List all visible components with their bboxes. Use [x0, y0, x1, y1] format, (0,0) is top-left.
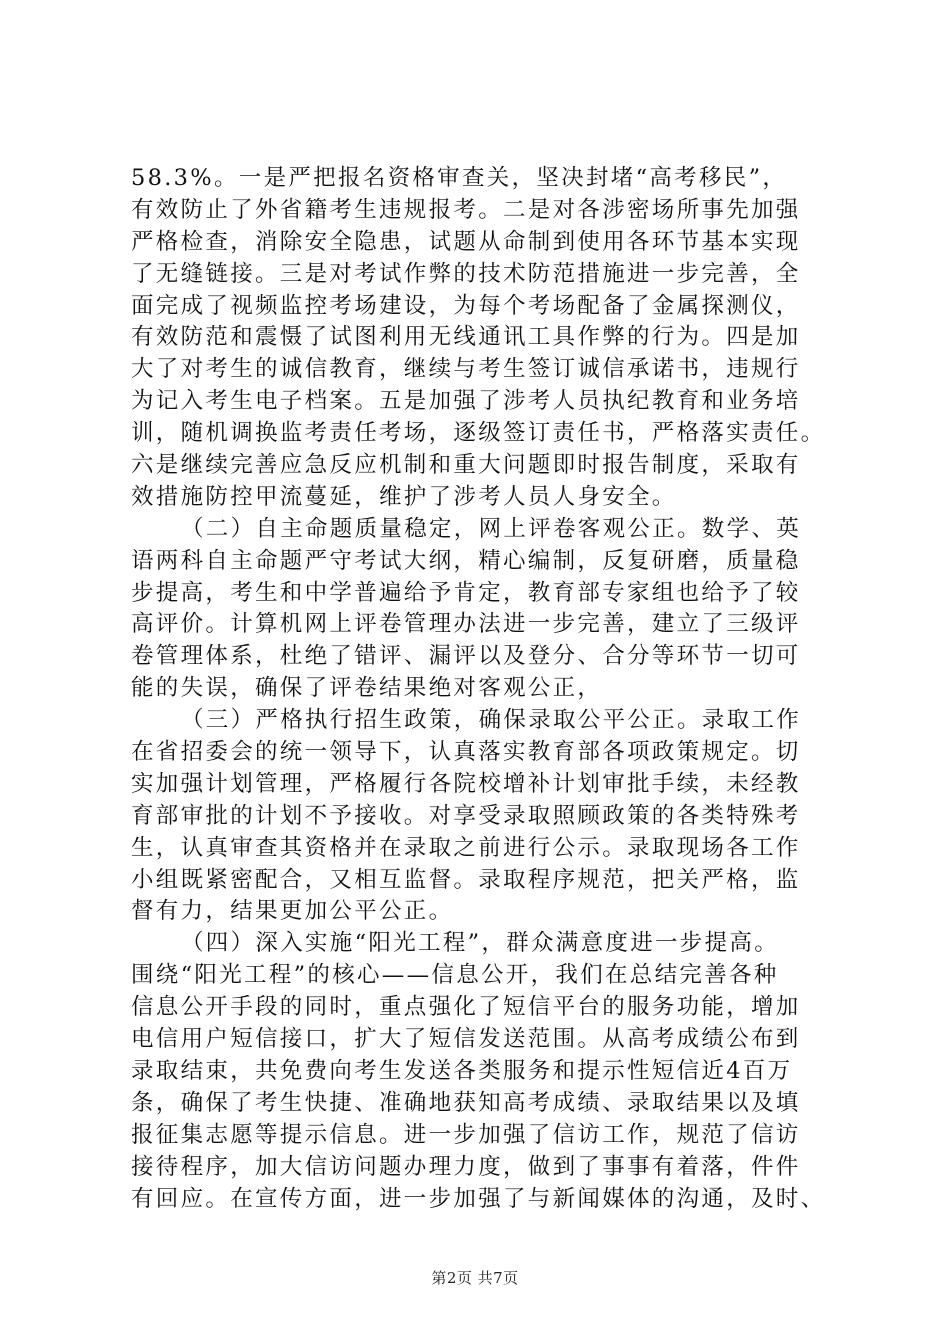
text-line: 严格检查，消除安全隐患，试题从命制到使用各环节基本实现: [131, 228, 801, 255]
text-line: 步提高，考生和中学普遍给予肯定，教育部专家组也给予了较: [131, 579, 801, 606]
text-line: 围绕“阳光工程”的核心——信息公开，我们在总结完善各种: [131, 962, 779, 989]
text-line: 小组既紧密配合，又相互监督。录取程序规范，把关严格，监: [131, 866, 801, 893]
text-line: 电信用户短信接口，扩大了短信发送范围。从高考成绩公布到: [131, 1026, 801, 1053]
text-line: 在省招委会的统一领导下，认真落实教育部各项政策规定。切: [131, 739, 801, 766]
text-line: 为记入考生电子档案。五是加强了涉考人员执纪教育和业务培: [131, 388, 801, 415]
text-line: 有效防止了外省籍考生违规报考。二是对各涉密场所事先加强: [131, 196, 801, 223]
text-line: 能的失误，确保了评卷结果绝对客观公正，: [131, 675, 603, 702]
text-line: 大了对考生的诚信教育，继续与考生签订诚信承诺书，违规行: [131, 356, 801, 383]
text-line: 语两科自主命题严守考试大纲，精心编制，反复研磨，质量稳: [131, 547, 801, 574]
text-line: 接待程序，加大信访问题办理力度，做到了事事有着落，件件: [131, 1153, 801, 1180]
text-line: 卷管理体系，杜绝了错评、漏评以及登分、合分等环节一切可: [131, 643, 801, 670]
text-line: 报征集志愿等提示信息。进一步加强了信访工作，规范了信访: [131, 1121, 801, 1148]
section-heading-3: （三）严格执行招生政策，确保录取公平公正。录取工作: [181, 707, 802, 734]
text-line: 训，随机调换监考责任考场，逐级签订责任书，严格落实责任。: [131, 420, 826, 447]
text-line: 58.3%。一是严把报名资格审查关，坚决封堵“高考移民”，: [131, 165, 788, 191]
text-line: 六是继续完善应急反应机制和重大问题即时报告制度，采取有: [131, 452, 801, 479]
text-line: 生，认真审查其资格并在录取之前进行公示。录取现场各工作: [131, 834, 801, 861]
text-line: 条，确保了考生快捷、准确地获知高考成绩、录取结果以及填: [131, 1089, 801, 1116]
text-line: 实加强计划管理，严格履行各院校增补计划审批手续，未经教: [131, 770, 801, 797]
text-line: 面完成了视频监控考场建设，为每个考场配备了金属探测仪，: [131, 292, 801, 319]
text-line: 督有力，结果更加公平公正。: [131, 898, 454, 925]
text-line: 了无缝链接。三是对考试作弊的技术防范措施进一步完善，全: [131, 260, 801, 287]
section-heading-4: （四）深入实施“阳光工程”，群众满意度进一步提高。: [181, 930, 780, 957]
section-heading-2: （二）自主命题质量稳定，网上评卷客观公正。数学、英: [181, 515, 802, 542]
page-number-footer: 第2页 共7页: [431, 1269, 519, 1287]
text-line: 高评价。计算机网上评卷管理办法进一步完善，建立了三级评: [131, 611, 801, 638]
text-line: 效措施防控甲流蔓延，维护了涉考人员人身安全。: [131, 483, 677, 510]
text-line: 育部审批的计划不予接收。对享受录取照顾政策的各类特殊考: [131, 802, 801, 829]
text-line: 录取结束，共免费向考生发送各类服务和提示性短信近4百万: [131, 1057, 793, 1084]
text-line: 有效防范和震慑了试图利用无线通讯工具作弊的行为。四是加: [131, 324, 801, 351]
text-line: 有回应。在宣传方面，进一步加强了与新闻媒体的沟通，及时、: [131, 1185, 826, 1212]
text-line: 信息公开手段的同时，重点强化了短信平台的服务功能，增加: [131, 994, 801, 1021]
document-body: [131, 163, 826, 1215]
